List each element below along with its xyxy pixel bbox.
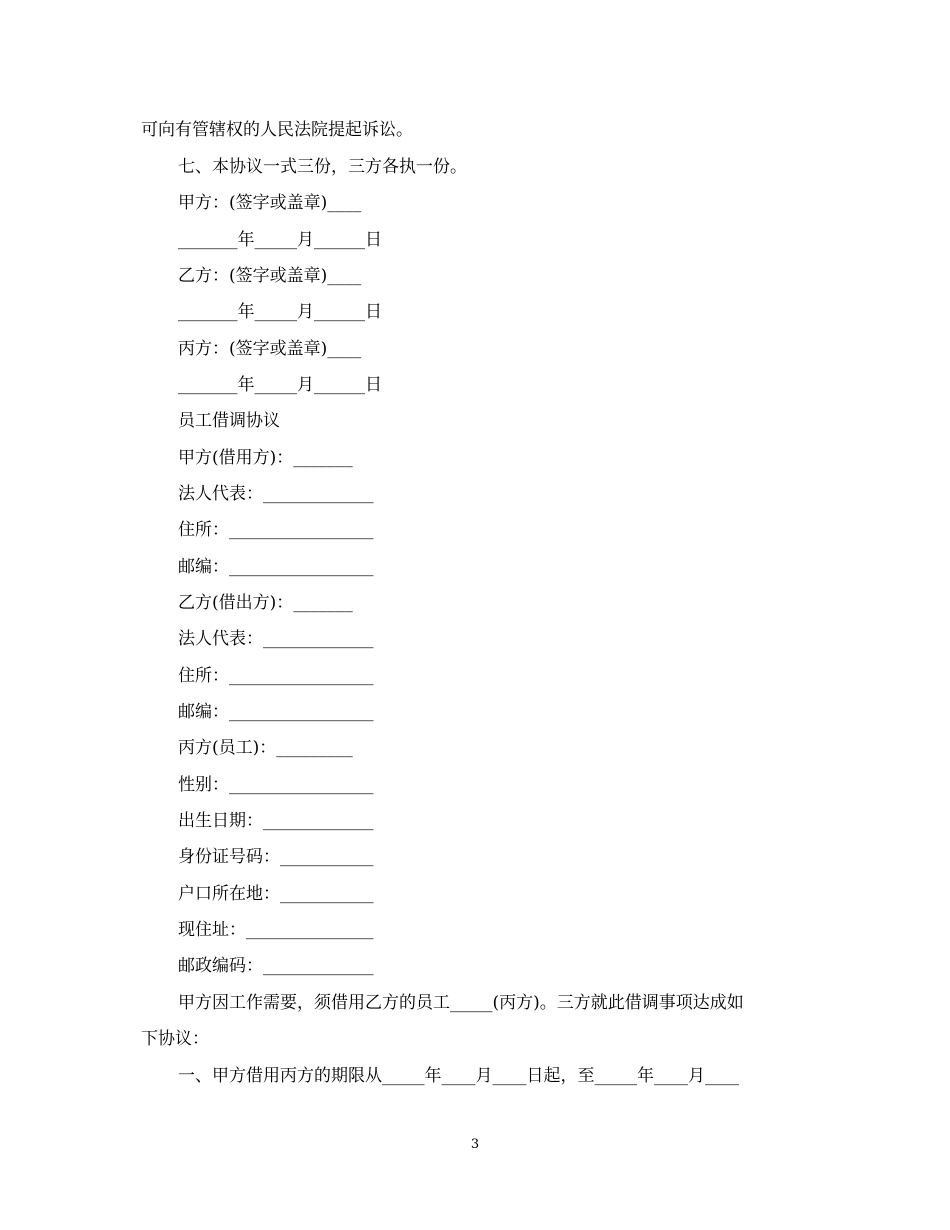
form-field-line: 住所：_________________ <box>178 520 374 540</box>
section-title: 员工借调协议 <box>178 411 280 431</box>
form-field-line: 户口所在地：___________ <box>178 884 374 904</box>
date-line: _______年_____月______日 <box>178 302 382 322</box>
signature-line: 丙方：(签字或盖章)____ <box>178 339 362 359</box>
form-field-line: 性别：_________________ <box>178 775 374 795</box>
paragraph-line: 可向有管辖权的人民法院提起诉讼。 <box>141 120 413 140</box>
signature-line: 甲方：(签字或盖章)____ <box>178 193 362 213</box>
page-number: 3 <box>470 1137 480 1152</box>
paragraph-line: 甲方因工作需要，须借用乙方的员工_____(丙方)。三方就此借调事项达成如 <box>178 993 744 1013</box>
form-field-line: 邮政编码：_____________ <box>178 956 374 976</box>
form-field-line: 法人代表：_____________ <box>178 629 374 649</box>
paragraph-line: 一、甲方借用丙方的期限从_____年____月____日起，至_____年____月____ <box>178 1066 739 1086</box>
form-field-line: 丙方(员工)：_________ <box>178 738 353 758</box>
paragraph-line: 七、本协议一式三份，三方各执一份。 <box>178 157 467 177</box>
date-line: _______年_____月______日 <box>178 230 382 250</box>
form-field-line: 出生日期：_____________ <box>178 811 374 831</box>
form-field-line: 现住址：_______________ <box>178 920 374 940</box>
form-field-line: 身份证号码：___________ <box>178 847 374 867</box>
form-field-line: 住所：_________________ <box>178 666 374 686</box>
form-field-line: 邮编：_________________ <box>178 557 374 577</box>
form-field-line: 法人代表：_____________ <box>178 484 374 504</box>
signature-line: 乙方：(签字或盖章)____ <box>178 266 362 286</box>
form-field-line: 甲方(借用方)：_______ <box>178 448 353 468</box>
form-field-line: 邮编：_________________ <box>178 702 374 722</box>
date-line: _______年_____月______日 <box>178 375 382 395</box>
paragraph-line: 下协议： <box>141 1029 209 1049</box>
form-field-line: 乙方(借出方)：_______ <box>178 593 353 613</box>
